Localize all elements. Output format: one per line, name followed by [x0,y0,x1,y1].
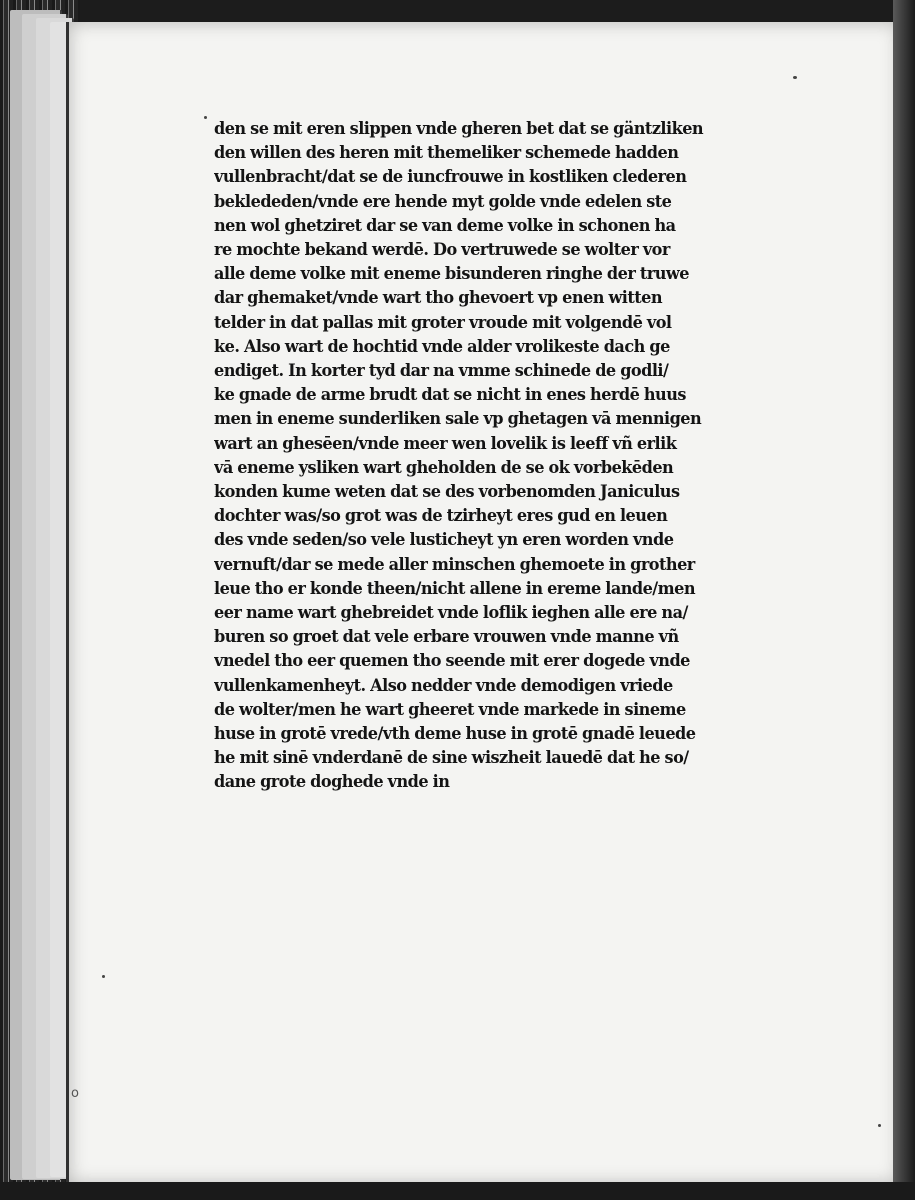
text-line: alle deme volke mit eneme bisunderen ringhe der truwe [214,263,689,284]
text-line: de wolter/men he wart gheeret vnde markede in sineme [214,698,686,719]
scan-speck [793,76,797,79]
text-line: he mit sinē vnderdanē de sine wiszheit lauedē dat he so/ [214,747,689,768]
text-line: den willen des heren mit themeliker schemede hadden [214,142,679,163]
text-line: nen wol ghetziret dar se van deme volke in schonen ha [214,214,676,235]
text-line: endiget. In korter tyd dar na vmme schinede de godli/ [214,360,669,381]
text-line: telder in dat pallas mit groter vroude mit volgendē vol [214,311,672,332]
text-line: den se mit eren slippen vnde gheren bet dat se gäntzliken [214,118,704,138]
text-line: ke gnade de arme brudt dat se nicht in enes herdē huus [214,384,686,405]
text-line: vnedel tho eer quemen tho seende mit erer dogede vnde [214,650,690,671]
text-line: dane grote doghede vnde in [214,771,450,792]
text-line: leue tho er konde theen/nicht allene in ereme lande/men [214,577,696,598]
scan-speck [102,975,105,978]
text-line: konden kume weten dat se des vorbenomden Janiculus [214,481,680,502]
margin-mark: o [71,1086,79,1101]
page-bottom-edge [0,1182,915,1200]
blackletter-text-block [214,116,754,794]
scan-speck [204,116,207,119]
text-line: beklededen/vnde ere hende myt golde vnde edelen ste [214,190,672,211]
text-line: re mochte bekand werdē. Do vertruwede se wolter vor [214,239,670,260]
text-line: men in eneme sunderliken sale vp ghetagen vā mennigen [214,408,702,429]
text-line: ke. Also wart de hochtid vnde alder vrolikeste dach ge [214,335,670,356]
text-line: dar ghemaket/vnde wart tho ghevoert vp enen witten [214,287,663,308]
text-line: huse in grotē vrede/vth deme huse in grotē gnadē leuede [214,723,696,744]
text-line: vullenbracht/dat se de iuncfrouwe in kostliken clederen [214,166,687,187]
text-line: vā eneme ysliken wart gheholden de se ok vorbekēden [214,456,674,477]
text-line: vullenkamenheyt. Also nedder vnde demodigen vriede [214,674,673,695]
page-right-edge [893,0,915,1200]
text-line: eer name wart ghebreidet vnde loflik ieghen alle ere na/ [214,602,688,623]
text-line: dochter was/so grot was de tzirheyt eres gud en leuen [214,505,668,526]
text-line: des vnde seden/so vele lusticheyt yn eren worden vnde [214,529,674,550]
text-line: buren so groet dat vele erbare vrouwen vnde manne vñ [214,626,679,647]
text-line: wart an ghesēen/vnde meer wen lovelik is leeff vñ erlik [214,432,677,453]
text-line: vernuft/dar se mede aller minschen ghemoete in grother [214,553,695,574]
scan-speck [878,1124,881,1127]
